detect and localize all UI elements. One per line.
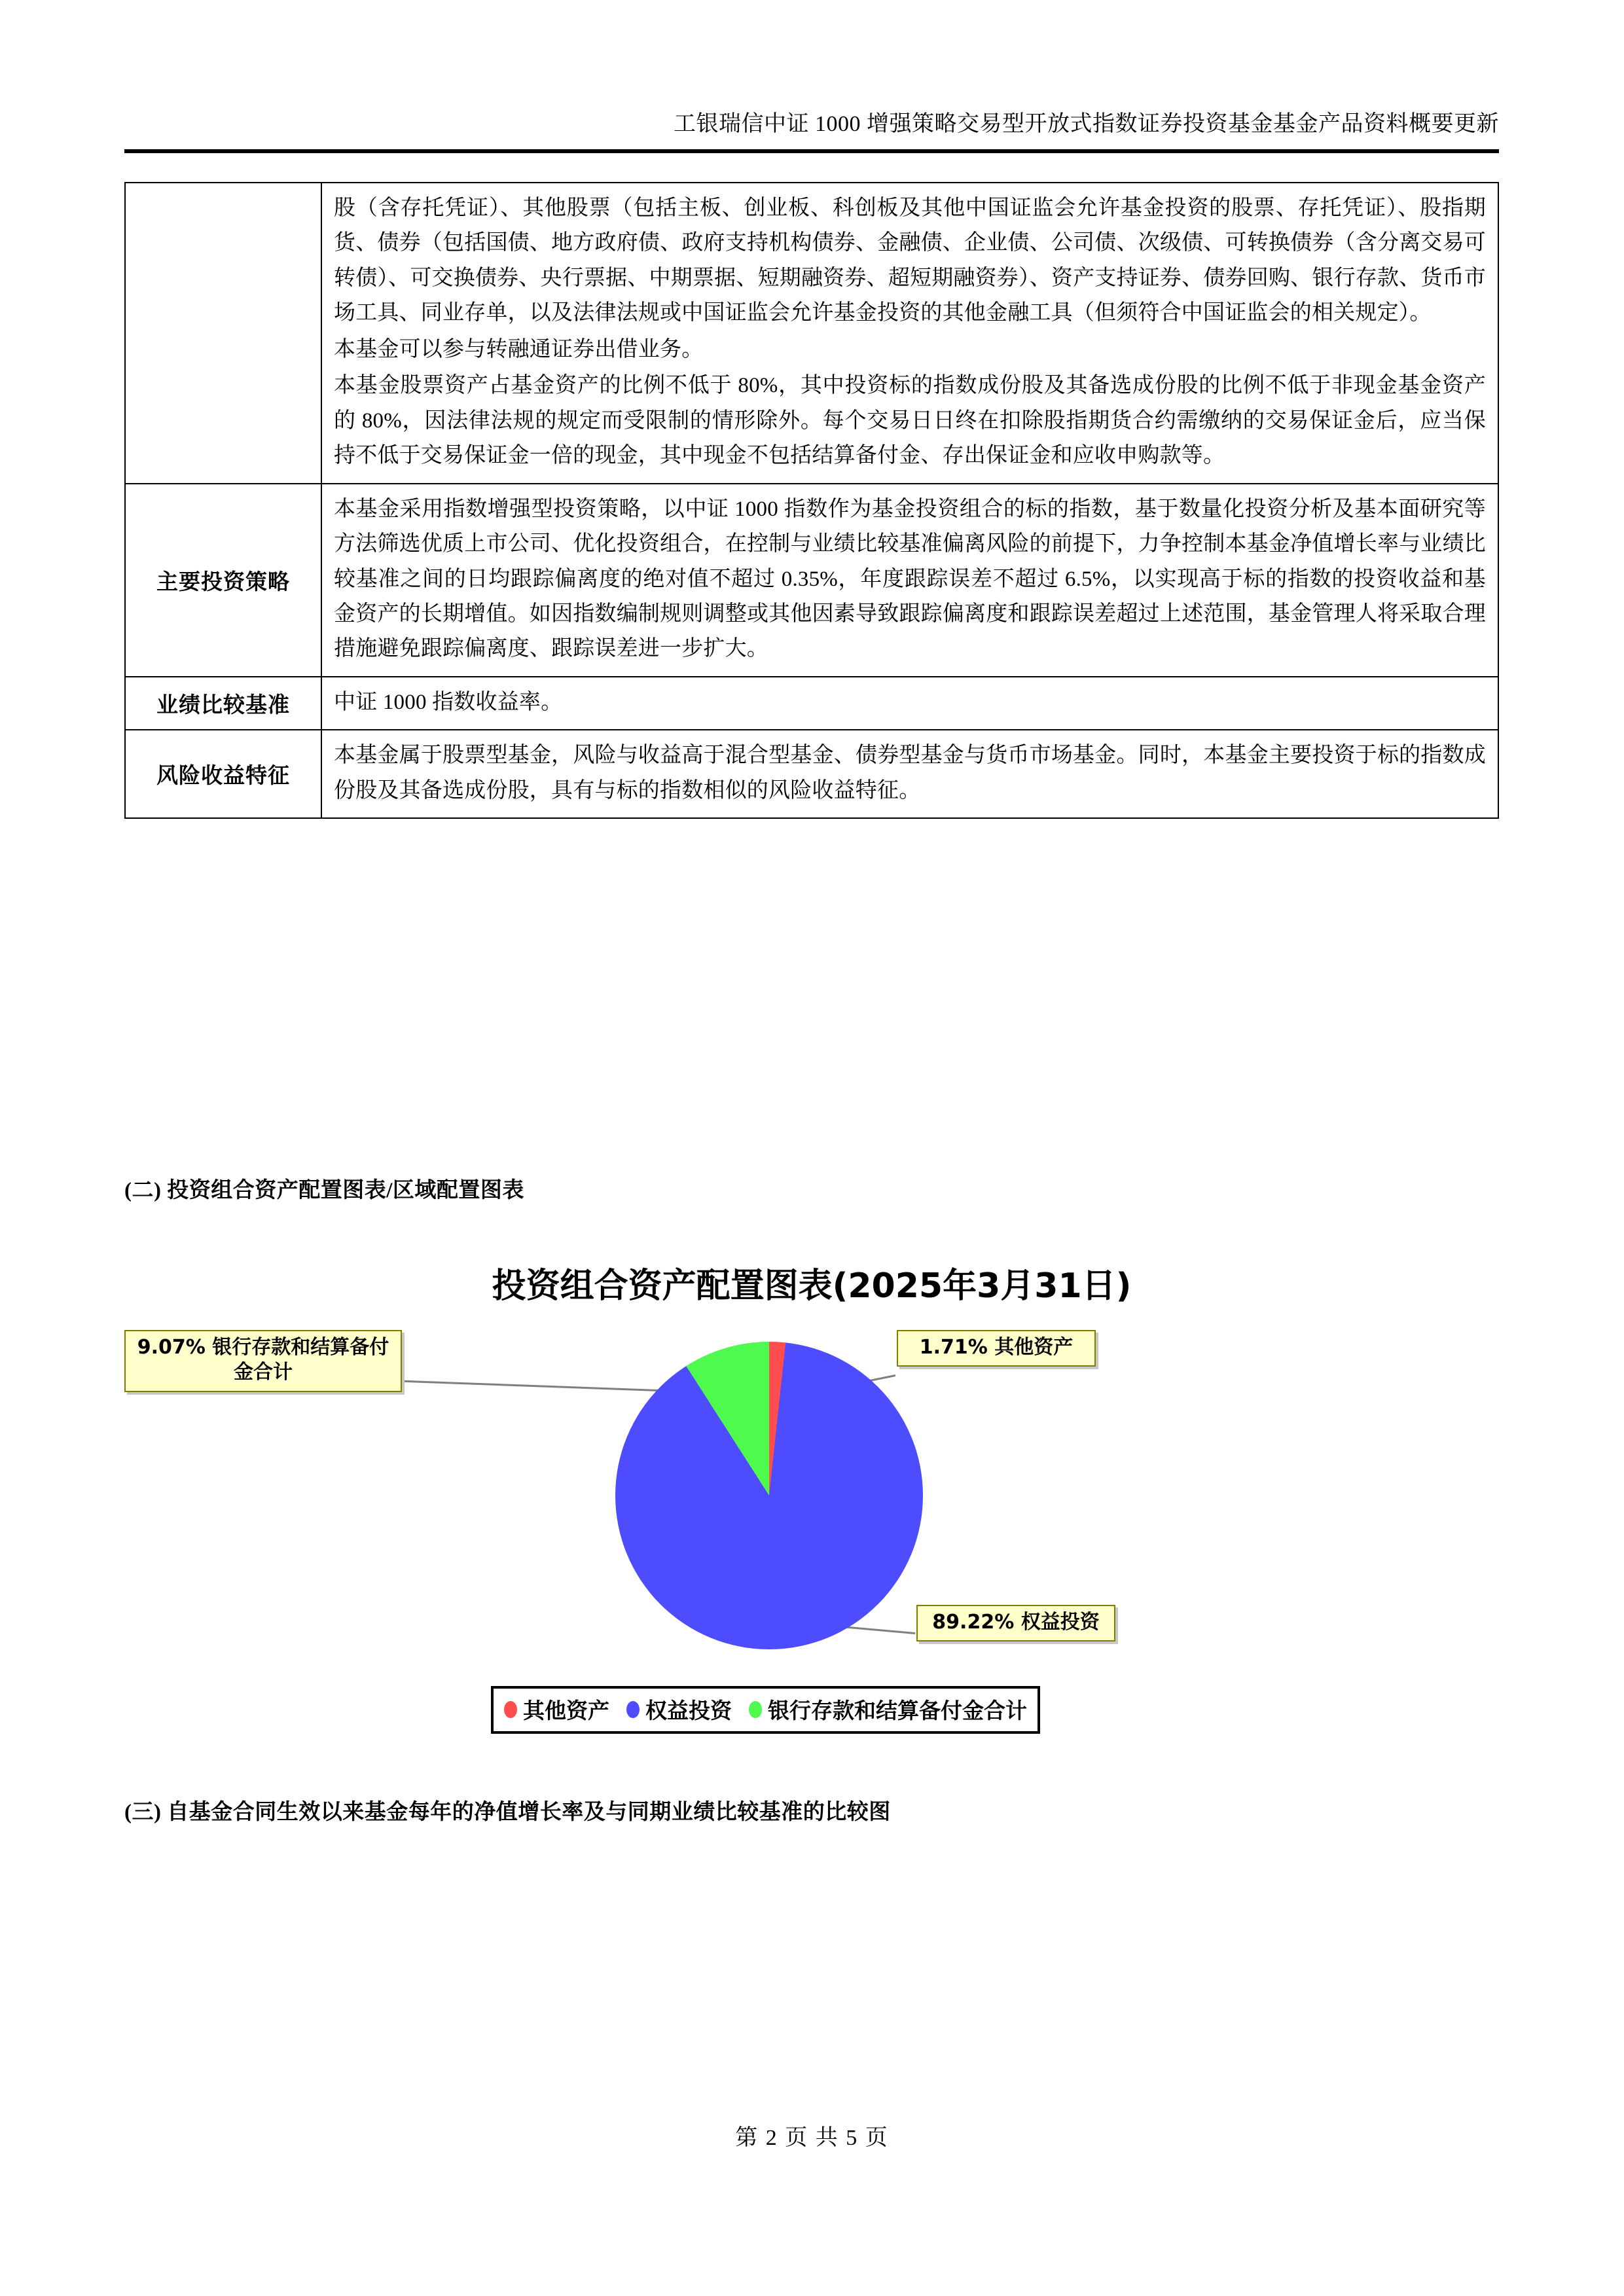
legend-item-bank-deposits: [749, 1694, 1027, 1725]
pie-wrapper: [615, 1342, 923, 1649]
section-heading-two: (二) 投资组合资产配置图表/区域配置图表: [124, 1179, 524, 1202]
legend-swatch-icon: [626, 1701, 640, 1718]
row-value-benchmark: [321, 677, 1498, 730]
fund-info-table: [124, 182, 1499, 819]
data-label-equity-investment: 89.22% 权益投资: [916, 1605, 1115, 1641]
paragraph: 本基金采用指数增强型投资策略，以中证 1000 指数作为基金投资组合的标的指数，基于数量化投资分析及基本面研究等方法筛选优质上市公司、优化投资组合，在控制与业绩比较基准偏离风险的前提下，力争控制本基金净值增长率与业绩比较基准之间的日均跟踪偏离度的绝对值不超过 0.35%，年度跟踪误差不超过 6.5%，以实现高于标的指数的投资收益和基金资产的长期增值。如因指数编制规则调整或其他因素导致跟踪偏离度和跟踪误差超过上述范围，基金管理人将采取合理措施避免跟踪偏离度、跟踪误差进一步扩大。: [334, 497, 1486, 661]
legend-item-equity-investment: [626, 1694, 732, 1725]
table-row: [125, 183, 1498, 484]
legend-label: 权益投资: [645, 1698, 732, 1723]
asset-allocation-chart: [124, 1230, 1499, 1774]
legend-swatch-icon: [504, 1701, 517, 1718]
legend-swatch-icon: [749, 1701, 762, 1718]
running-header: 工银瑞信中证 1000 增强策略交易型开放式指数证券投资基金基金产品资料概要更新: [674, 112, 1499, 136]
page-footer: 第 2 页 共 5 页: [735, 2126, 889, 2150]
paragraph: 中证 1000 指数收益率。: [334, 690, 563, 714]
row-label-risk-return: 风险收益特征: [125, 730, 321, 818]
pie-graphic: [615, 1342, 923, 1649]
legend-label: 银行存款和结算备付金合计: [768, 1698, 1027, 1723]
paragraph: 本基金可以参与转融通证券出借业务。: [334, 337, 704, 361]
row-value-main-strategy: [321, 484, 1498, 677]
legend-label: 其他资产: [523, 1698, 609, 1723]
chart-legend: [491, 1686, 1040, 1734]
row-label-main-strategy: 主要投资策略: [125, 484, 321, 677]
legend-item-other-assets: [504, 1694, 609, 1725]
table-row: [125, 484, 1498, 677]
row-value-investment-scope: [321, 183, 1498, 484]
paragraph: 本基金股票资产占基金资产的比例不低于 80%，其中投资标的指数成份股及其备选成份股的比例不低于非现金基金资产的 80%，因法律法规的规定而受限制的情形除外。每个交易日日终在扣除股指期货合约需缴纳的交易保证金后，应当保持不低于交易保证金一倍的现金，其中现金不包括结算备付金、存出保证金和应收申购款等。: [334, 374, 1486, 468]
paragraph: 股（含存托凭证）、其他股票（包括主板、创业板、科创板及其他中国证监会允许基金投资的股票、存托凭证）、股指期货、债券（包括国债、地方政府债、政府支持机构债券、金融债、企业债、公司债、次级债、可转换债券（含分离交易可转债）、可交换债券、央行票据、中期票据、短期融资券、超短期融资券）、资产支持证券、债券回购、银行存款、货币市场工具、同业存单，以及法律法规或中国证监会允许基金投资的其他金融工具（但须符合中国证监会的相关规定）。: [334, 196, 1486, 325]
data-label-other-assets: 1.71% 其他资产: [897, 1330, 1096, 1367]
row-label-benchmark: 业绩比较基准: [125, 677, 321, 730]
data-label-bank-deposits: 9.07% 银行存款和结算备付金合计: [124, 1330, 402, 1392]
table-row: [125, 677, 1498, 730]
chart-title: 投资组合资产配置图表(2025年3月31日): [492, 1266, 1132, 1306]
paragraph: 本基金属于股票型基金，风险与收益高于混合型基金、债券型基金与货币市场基金。同时，本基金主要投资于标的指数成份股及其备选成份股，具有与标的指数相似的风险收益特征。: [334, 744, 1486, 802]
row-label-continued: [125, 183, 321, 484]
table-row: [125, 730, 1498, 818]
row-value-risk-return: [321, 730, 1498, 818]
header-divider-rule: [124, 149, 1499, 153]
section-heading-three: (三) 自基金合同生效以来基金每年的净值增长率及与同期业绩比较基准的比较图: [124, 1801, 891, 1824]
